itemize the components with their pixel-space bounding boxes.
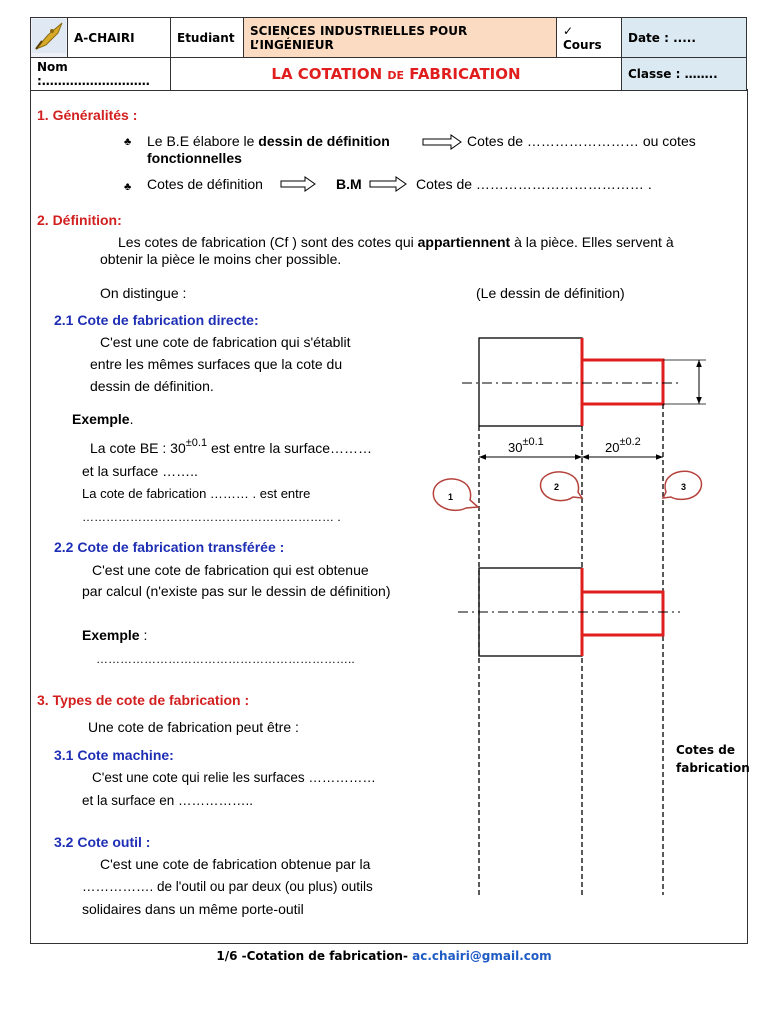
s21-example: Exemple. <box>72 411 134 427</box>
section-3-title: 3. Types de cote de fabrication : <box>37 692 250 708</box>
bullet-icon: ♣ <box>124 181 132 193</box>
s1-bm: B.M <box>336 176 362 192</box>
arrow-icon <box>423 135 461 149</box>
section-1-title: 1. Généralités : <box>37 107 138 123</box>
s22-dots: ……………………………………………………….. <box>96 652 355 666</box>
cotes-note-line2: fabrication <box>676 761 750 775</box>
s31-line2: et la surface en …………….. <box>82 793 254 808</box>
s21-line3: dessin de définition. <box>90 378 214 394</box>
s32-line3: solidaires dans un même porte-outil <box>82 901 304 917</box>
cotes-note-line1: Cotes de <box>676 743 735 757</box>
subject-cell: SCIENCES INDUSTRIELLES POUR L’INGÉNIEUR <box>244 18 557 58</box>
s21-be-cote: La cote BE : $30^{\pm 0.1}$ est entre la surface……… <box>90 437 373 456</box>
drawing-caption: (Le dessin de définition) <box>476 285 625 301</box>
s32-line1: C'est une cote de fabrication obtenue par la <box>100 856 371 872</box>
s31-line1: C'est une cote qui relie les surfaces …………… <box>92 770 376 785</box>
section-2-title: 2. Définition: <box>37 212 122 228</box>
arrow-icon <box>281 177 315 191</box>
footer: 1/6 -Cotation de fabrication- ac.chairi@gmail.com <box>216 949 552 963</box>
section-3-1-title: 3.1 Cote machine: <box>54 747 174 763</box>
balloon-3-label: 3 <box>681 482 687 492</box>
balloon-1-label: 1 <box>448 492 454 502</box>
s21-line2: entre les mêmes surfaces que la cote du <box>90 356 343 372</box>
s2-paragraph-line2: obtenir la pièce le moins cher possible. <box>100 251 342 267</box>
name-cell: Nom :……………………… <box>31 58 171 91</box>
bullet-icon: ♣ <box>124 136 132 148</box>
s22-line1: C'est une cote de fabrication qui est obtenue <box>92 562 369 578</box>
s32-line2: ……………. de l'outil ou par deux (ou plus) outils <box>82 879 373 894</box>
dim-20-label: $20^{\pm 0.2}$ <box>605 436 641 455</box>
section-2-1-title: 2.1 Cote de fabrication directe: <box>54 312 259 328</box>
footer-email[interactable]: ac.chairi@gmail.com <box>412 949 552 963</box>
role-cell: Etudiant <box>171 18 244 58</box>
s22-example: Exemple : <box>82 627 148 643</box>
s1-bullet1: Le B.E élabore le dessin de définition <box>147 133 390 149</box>
page-title: LA COTATION DE FABRICATION <box>171 58 622 91</box>
s1-bullet1-result: Cotes de …………………… ou cotes <box>467 133 696 149</box>
class-cell: Classe : …….. <box>622 58 747 91</box>
s21-line1: C'est une cote de fabrication qui s'établit <box>100 334 351 350</box>
type-cell: ✓ Cours <box>557 18 622 58</box>
s21-fab: La cote de fabrication ……… . est entre <box>82 486 311 501</box>
s22-line2: par calcul (n'existe pas sur le dessin de définition) <box>82 583 391 599</box>
s3-intro: Une cote de fabrication peut être : <box>88 719 299 735</box>
s1-bullet1-line2: fonctionnelles <box>147 150 242 166</box>
s1-bullet2-result: Cotes de ……………………………… . <box>416 176 652 192</box>
section-2-2-title: 2.2 Cote de fabrication transférée : <box>54 539 285 555</box>
arrow-icon <box>370 177 406 191</box>
s21-dots: ……………………………………………………… . <box>82 510 341 524</box>
section-3-2-title: 3.2 Cote outil : <box>54 834 151 850</box>
s21-surface: et la surface …….. <box>82 463 198 479</box>
dim-30-label: $30^{\pm 0.1}$ <box>508 436 544 455</box>
s2-distingue: On distingue : <box>100 285 187 301</box>
s1-bullet2: Cotes de définition <box>147 176 263 192</box>
balloon-2-label: 2 <box>554 482 560 492</box>
s2-paragraph: Les cotes de fabrication (Cf ) sont des cotes qui appartiennent à la pièce. Elles servent à <box>118 234 674 250</box>
date-cell: Date : ..... <box>622 18 747 58</box>
author-cell: A-CHAIRI <box>68 18 171 58</box>
